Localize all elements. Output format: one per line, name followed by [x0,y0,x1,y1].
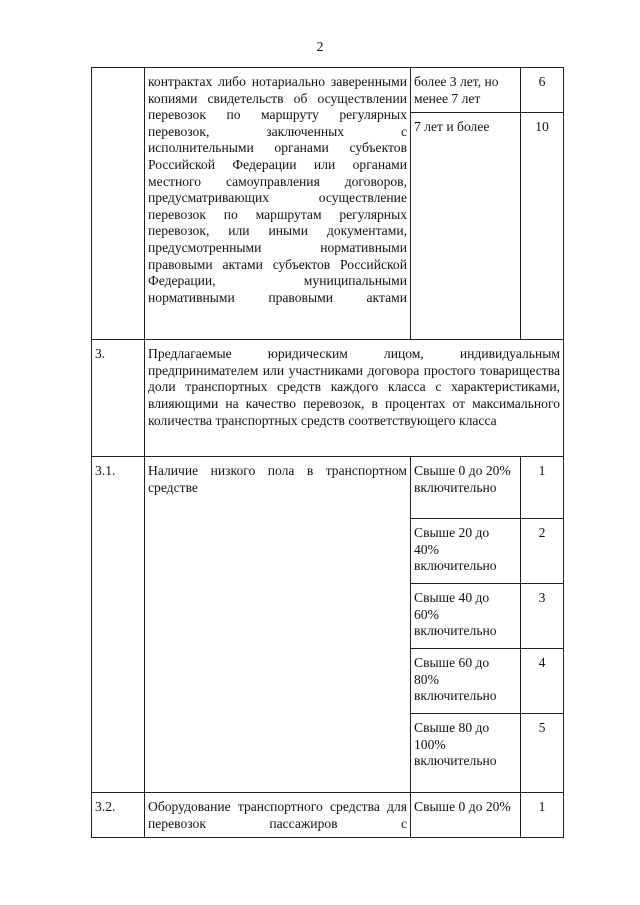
row-number: 3.1. [92,457,145,793]
criterion-description: Наличие низкого пола в транспортном средстве [145,457,411,793]
condition-text: более 3 лет, но менее 7 лет [411,68,521,113]
condition-text: Свыше 20 до 40% включительно [411,519,521,584]
condition-text: Свыше 40 до 60% включительно [411,584,521,649]
criteria-table [91,67,564,838]
row-number: 3. [92,340,145,457]
score-value: 6 [521,68,564,113]
condition-text: Свыше 0 до 20% включительно [411,457,521,519]
table-row [92,340,564,457]
condition-text: Свыше 0 до 20% [411,793,521,838]
page-number: 2 [316,40,324,55]
score-value: 10 [521,113,564,340]
row-number: 3.2. [92,793,145,838]
score-value: 2 [521,519,564,584]
score-value: 5 [521,714,564,793]
row-number [92,68,145,340]
criterion-description: Оборудование транспортного средства для перевозок пассажиров с [145,793,411,838]
condition-text: 7 лет и более [411,113,521,340]
condition-text: Свыше 80 до 100% включительно [411,714,521,793]
condition-text: Свыше 60 до 80% включительно [411,649,521,714]
table-row [92,457,564,519]
criterion-description: Предлагаемые юридическим лицом, индивидуальным предпринимателем или участниками договора простого товарищества доли транспортных средств каждого класса с характеристиками, влияющими на качество перевозок, в процентах от максимального количества транспортных средств соответствующего класса [145,340,564,457]
score-value: 1 [521,793,564,838]
criterion-description: контрактах либо нотариально заверенными копиями свидетельств об осуществлении перевозок по маршруту регулярных перевозок, заключенных с исполнительными органами субъектов Российской Федерации или органами местного самоуправления договоров, предусматривающих осуществление перевозок по маршрутам регулярных перевозок, или иными документами, предусмотренными нормативными правовыми актами субъектов Российской Федерации, муниципальными нормативными правовыми актами [145,68,411,340]
score-value: 1 [521,457,564,519]
score-value: 3 [521,584,564,649]
table-row [92,68,564,113]
score-value: 4 [521,649,564,714]
table-row [92,793,564,838]
